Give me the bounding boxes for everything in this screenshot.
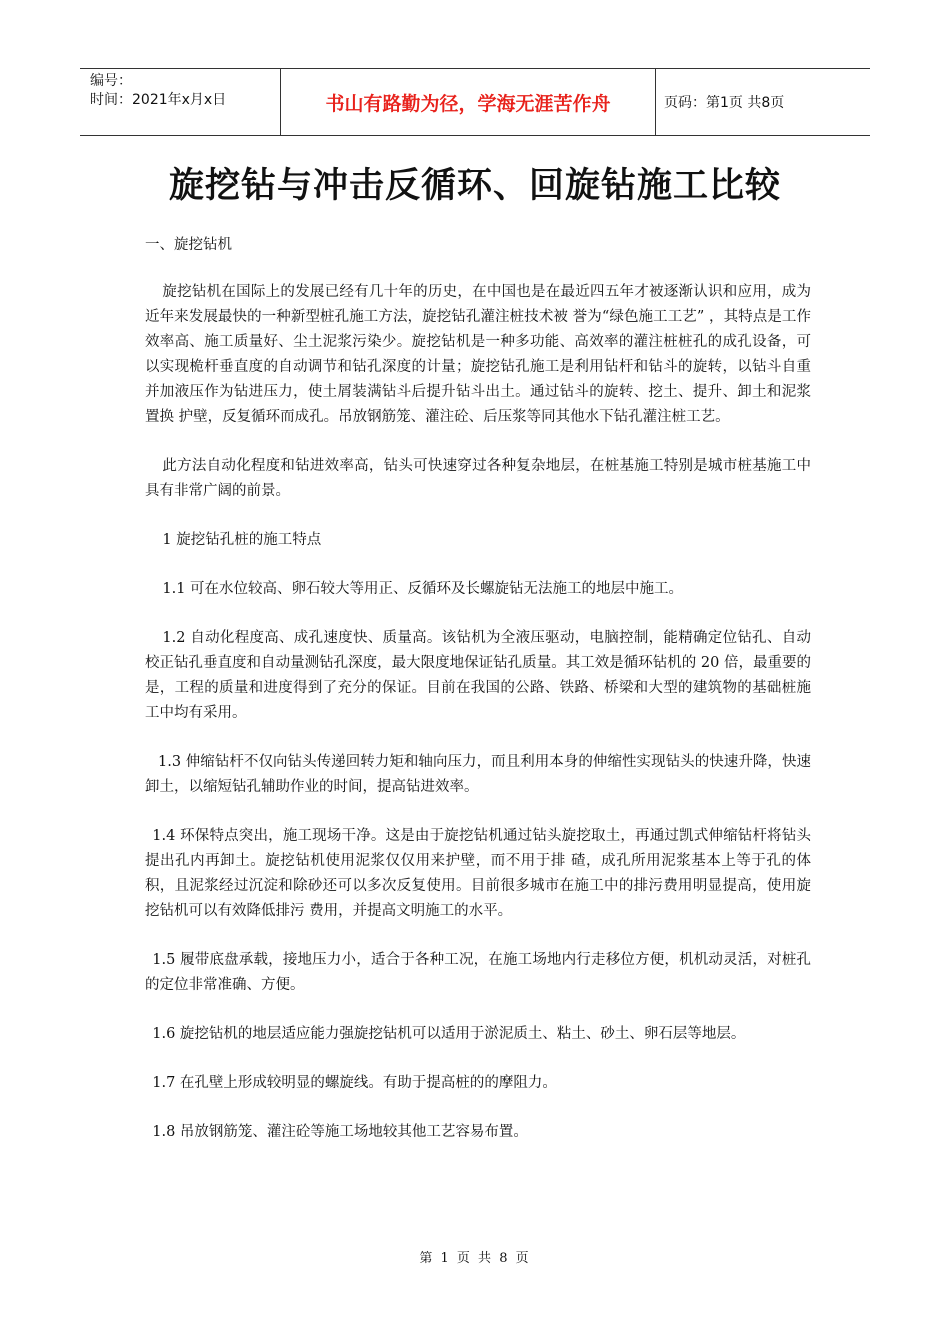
document-date: 时间：2021年x月x日 <box>90 92 227 108</box>
header-motto: 书山有路勤为径，学海无涯苦作舟 <box>280 69 656 135</box>
page-footer: 第 1 页 共 8 页 <box>419 1251 531 1266</box>
document-body <box>145 233 811 1169</box>
list-item: 1.1 可在水位较高、卵石较大等用正、反循环及长螺旋钻无法施工的地层中施工。 <box>162 581 684 597</box>
header-page-info: 页码：第1页 共8页 <box>664 95 785 111</box>
list-item: 1.8 吊放钢筋笼、灌注砼等施工场地较其他工艺容易布置。 <box>152 1124 528 1140</box>
list-item: 1.3 伸缩钻杆不仅向钻头传递回转力矩和轴向压力，而且利用本身的伸缩性实现钻头的快速升降，快速卸土，以缩短钻孔辅助作业的时间，提高钻进效率。 <box>145 754 811 795</box>
body-paragraph: 此方法自动化程度和钻进效率高，钻头可快速穿过各种复杂地层，在桩基施工特别是城市桩基施工中具有非常广阔的前景。 <box>145 458 811 499</box>
document-number-label: 编号： <box>90 73 132 89</box>
section-heading: 一、旋挖钻机 <box>145 237 232 253</box>
document-title: 旋挖钻与冲击反循环、回旋钻施工比较 <box>168 166 781 206</box>
list-item: 1.6 旋挖钻机的地层适应能力强旋挖钻机可以适用于淤泥质土、粘土、砂土、卵石层等地层。 <box>152 1026 746 1042</box>
page-header <box>80 68 870 136</box>
list-item: 1.2 自动化程度高、成孔速度快、质量高。该钻机为全液压驱动，电脑控制，能精确定位钻孔、自动校正钻孔垂直度和自动量测钻孔深度，最大限度地保证钻孔质量。其工效是循环钻机的 20 倍，最重要的是，工程的质量和进度得到了充分的保证。目前在我国的公路、铁路、桥梁和大型的建筑物的基础桩施工中均有采用。 <box>145 630 811 721</box>
header-meta <box>80 69 280 135</box>
list-item: 1.5 履带底盘承载，接地压力小，适合于各种工况，在施工场地内行走移位方便，机机动灵活，对桩孔的定位非常准确、方便。 <box>145 952 811 993</box>
list-item: 1.4 环保特点突出，施工现场干净。这是由于旋挖钻机通过钻头旋挖取土，再通过凯式伸缩钻杆将钻头提出孔内再卸土。旋挖钻机使用泥浆仅仅用来护壁，而不用于排 碴，成孔所用泥浆基本上等于孔的体积，且泥浆经过沉淀和除砂还可以多次反复使用。目前很多城市在施工中的排污费用明显提高，使用旋挖钻机可以有效降低排污 费用，并提高文明施工的水平。 <box>145 828 811 919</box>
subsection-heading: 1 旋挖钻孔桩的施工特点 <box>162 532 322 548</box>
body-paragraph: 旋挖钻机在国际上的发展已经有几十年的历史，在中国也是在最近四五年才被逐渐认识和应用，成为近年来发展最快的一种新型桩孔施工方法，旋挖钻孔灌注桩技术被 誉为“绿色施工工艺” ，其特点是工作效率高、施工质量好、尘土泥浆污染少。旋挖钻机是一种多功能、高效率的灌注桩桩孔的成孔设备，可以实现桅杆垂直度的自动调节和钻孔深度的计量；旋挖钻孔施工是利用钻杆和钻斗的旋转，以钻斗自重并加液压作为钻进压力，使土屑装满钻斗后提升钻斗出土。通过钻斗的旋转、挖土、提升、卸土和泥浆置换 护壁，反复循环而成孔。吊放钢筋笼、灌注砼、后压浆等同其他水下钻孔灌注桩工艺。 <box>145 284 811 425</box>
list-item: 1.7 在孔壁上形成较明显的螺旋线。有助于提高桩的的摩阻力。 <box>152 1075 557 1091</box>
